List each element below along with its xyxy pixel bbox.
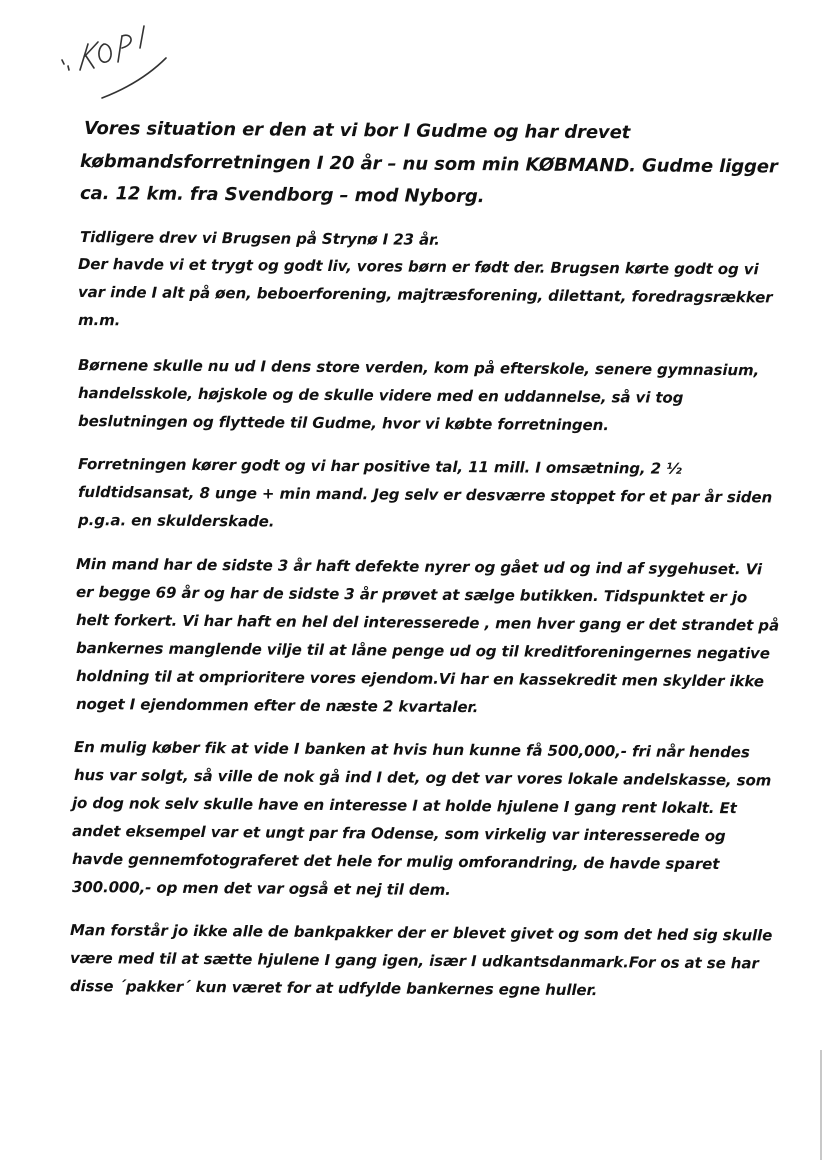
paragraph-line: hus var solgt, så ville de nok gå ind I det, og det var vores lokale andelskasse, som (73, 766, 772, 790)
paragraph-line: noget I ejendommen efter de næste 2 kvartaler. (75, 695, 479, 717)
paragraph-line: Børnene skulle nu ud I dens store verden, kom på efterskole, senere gymnasium, (77, 356, 760, 380)
paragraph-line: disse ´pakker´ kun været for at udfylde bankernes egne huller. (69, 977, 598, 1000)
paragraph-line: havde gennemfotograferet det hele for mulig omforandring, de havde sparet (71, 850, 720, 874)
paragraph-line: andet eksempel var et ungt par fra Odense, som virkelig var interesserede og (71, 822, 726, 846)
scan-edge-line (820, 1050, 822, 1160)
paragraph-line: Der havde vi et trygt og godt liv, vores børn er født der. Brugsen kørte godt og vi (77, 255, 759, 279)
paragraph-line: En mulig køber fik at vide I banken at hvis hun kunne få 500,000,- fri når hendes (73, 738, 750, 762)
paragraph-line: p.g.a. en skulderskade. (77, 511, 275, 531)
paragraph-line: være med til at sætte hjulene I gang igen, især I udkantsdanmark.For os at se har (69, 949, 759, 973)
title-line: ca. 12 km. fra Svendborg – mod Nyborg. (79, 183, 485, 208)
paragraph-line: holdning til at omprioritere vores ejendom.Vi har en kassekredit men skylder ikke (75, 667, 764, 691)
paragraph-line: Min mand har de sidste 3 år haft defekte nyrer og gået ud og ind af sygehuset. Vi (75, 555, 762, 579)
paragraph-line: helt forkert. Vi har haft en hel del interesserede , men hver gang er det strandet på (75, 611, 780, 635)
paragraph-line: var inde I alt på øen, beboerforening, majtræsforening, dilettant, foredragsrækker (77, 283, 773, 307)
paragraph-line: beslutningen og flyttede til Gudme, hvor vi købte forretningen. (77, 412, 609, 435)
paragraph-line: Man forstår jo ikke alle de bankpakker der er blevet givet og som det hed sig skulle (69, 921, 773, 945)
paragraph-line: Tidligere drev vi Brugsen på Strynø I 23 år. (79, 228, 440, 249)
paragraph-line: handelsskole, højskole og de skulle videre med en uddannelse, så vi tog (77, 384, 684, 407)
paragraph-line: bankernes manglende vilje til at låne penge ud og til kreditforeningernes negative (75, 639, 770, 663)
title-line: Vores situation er den at vi bor I Gudme og har drevet (83, 118, 631, 144)
paragraph-line: m.m. (77, 311, 121, 330)
paragraph-line: Forretningen kører godt og vi har positive tal, 11 mill. I omsætning, 2 ½ (77, 455, 682, 478)
title-line: købmandsforretningen I 20 år – nu som min KØBMAND. Gudme ligger (79, 151, 778, 178)
paragraph-line: jo dog nok selv skulle have en interesse I at holde hjulene I gang rent lokalt. Et (71, 794, 737, 818)
paragraph-line: fuldtidsansat, 8 unge + min mand. Jeg selv er desværre stoppet for et par år siden (77, 483, 773, 507)
paragraph-line: er begge 69 år og har de sidste 3 år prøvet at sælge butikken. Tidspunktet er jo (75, 583, 748, 607)
paragraph-line: 300.000,- op men det var også et nej til dem. (71, 878, 451, 899)
